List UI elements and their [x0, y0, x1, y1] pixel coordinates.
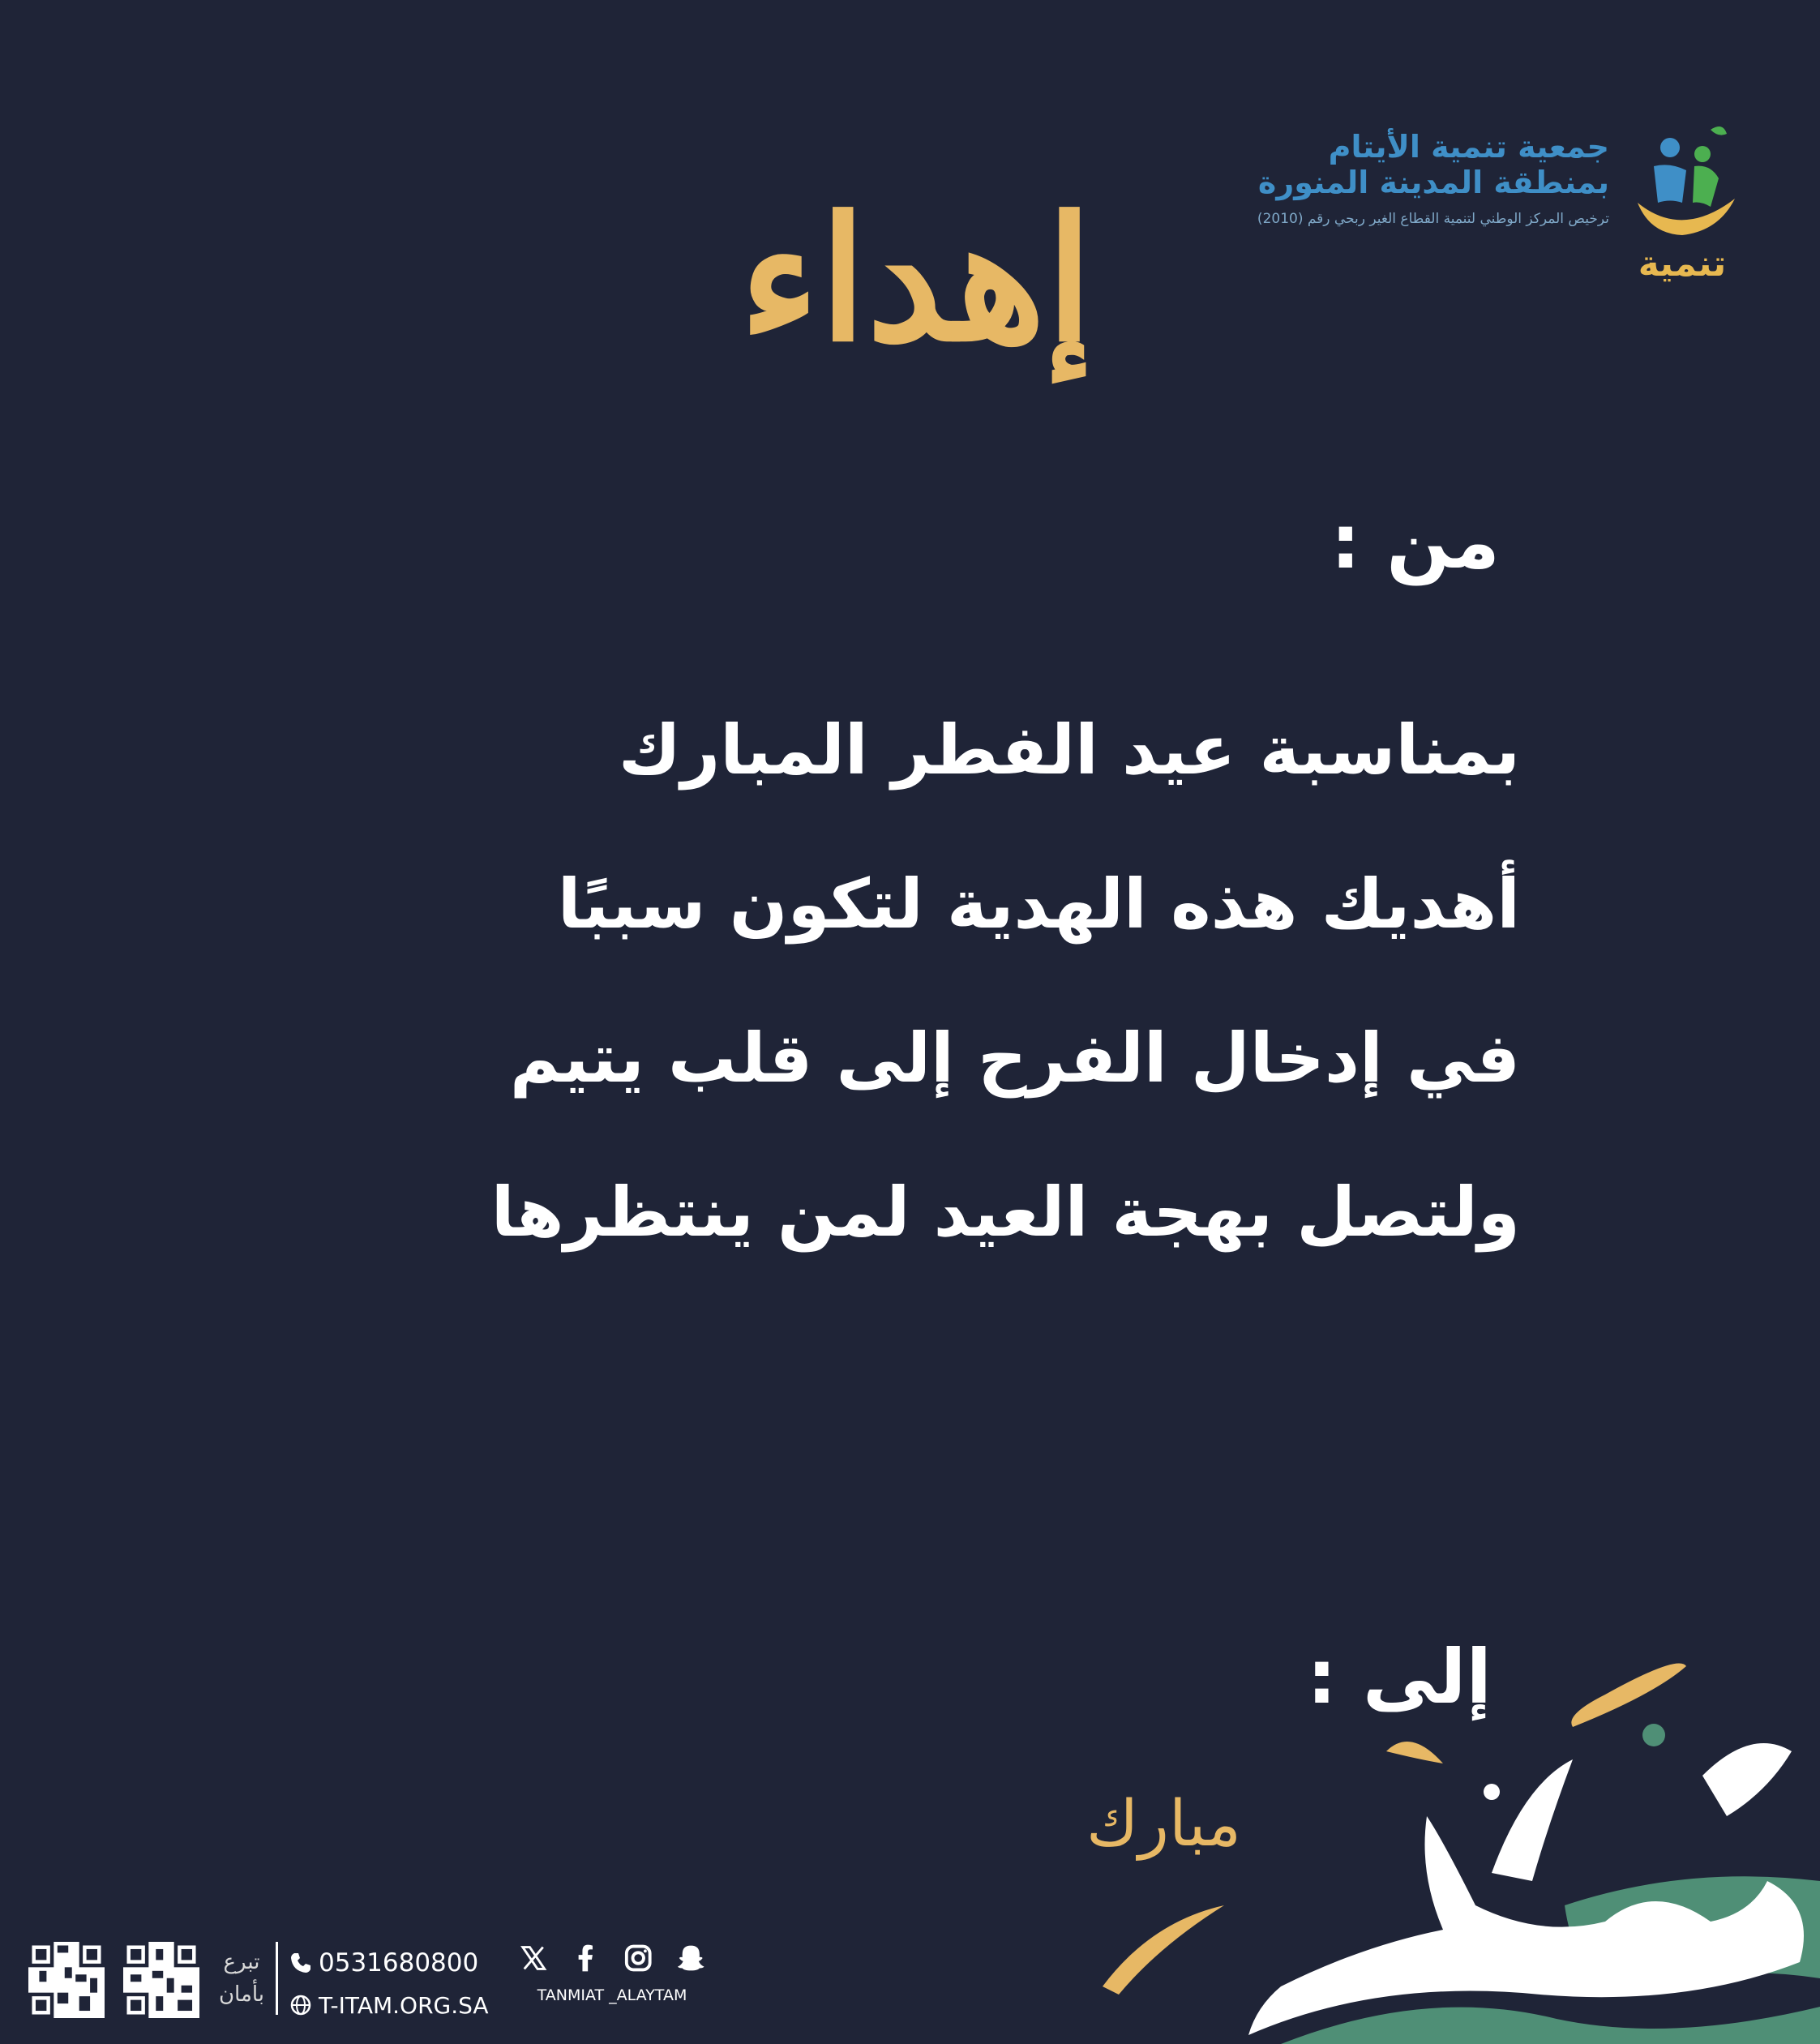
- instagram-icon[interactable]: [623, 1943, 653, 1973]
- logo-name-line2: بمنطقة المدينة المنورة: [1257, 164, 1609, 200]
- donate-line2: بأمان: [218, 1982, 265, 2007]
- message-body: [223, 673, 1520, 1289]
- website-url: T-ITAM.ORG.SA: [319, 1991, 489, 2019]
- snapchat-icon[interactable]: [676, 1943, 706, 1973]
- logo-wordmark: تنمية: [1638, 243, 1727, 285]
- donate-line1: تبرع: [223, 1950, 260, 1974]
- social-handle: TANMIAT _ALAYTAM: [537, 1986, 687, 2004]
- qr-code[interactable]: [123, 1942, 199, 2018]
- message-line: أهديك هذه الهدية لتكون سببًا: [557, 864, 1520, 944]
- phone-number: 0531680800: [319, 1948, 479, 1978]
- from-label: من :: [1330, 499, 1500, 585]
- footer-divider: [276, 1942, 278, 2015]
- donate-safely: [209, 1946, 274, 2011]
- logo-license-text: ترخيص المركز الوطني لتنمية القطاع الغير ربحي رقم (2010): [1257, 211, 1609, 228]
- social-icons-row: [519, 1938, 705, 1978]
- social-links: [519, 1938, 705, 2004]
- qr-code[interactable]: [28, 1942, 105, 2018]
- page-title: إهداء: [739, 179, 1094, 379]
- mubarak-text: مبارك: [1086, 1788, 1242, 1861]
- website-row[interactable]: [289, 1984, 500, 2026]
- message-line: في إدخال الفرح إلى قلب يتيم: [509, 1018, 1520, 1098]
- x-icon[interactable]: [519, 1943, 549, 1973]
- phone-row[interactable]: [289, 1942, 500, 1984]
- message-line: ولتصل بهجة العيد لمن ينتظرها: [490, 1172, 1520, 1252]
- contact-info: [289, 1942, 500, 2026]
- phone-icon: [289, 1952, 312, 1974]
- logo-text: [1257, 130, 1609, 228]
- logo-name-line1: جمعية تنمية الأيتام: [1328, 129, 1609, 165]
- to-label: إلى :: [1307, 1634, 1492, 1720]
- globe-icon: [289, 1994, 312, 2016]
- message-line: بمناسبة عيد الفطر المبارك: [618, 710, 1520, 790]
- facebook-icon[interactable]: [572, 1943, 602, 1973]
